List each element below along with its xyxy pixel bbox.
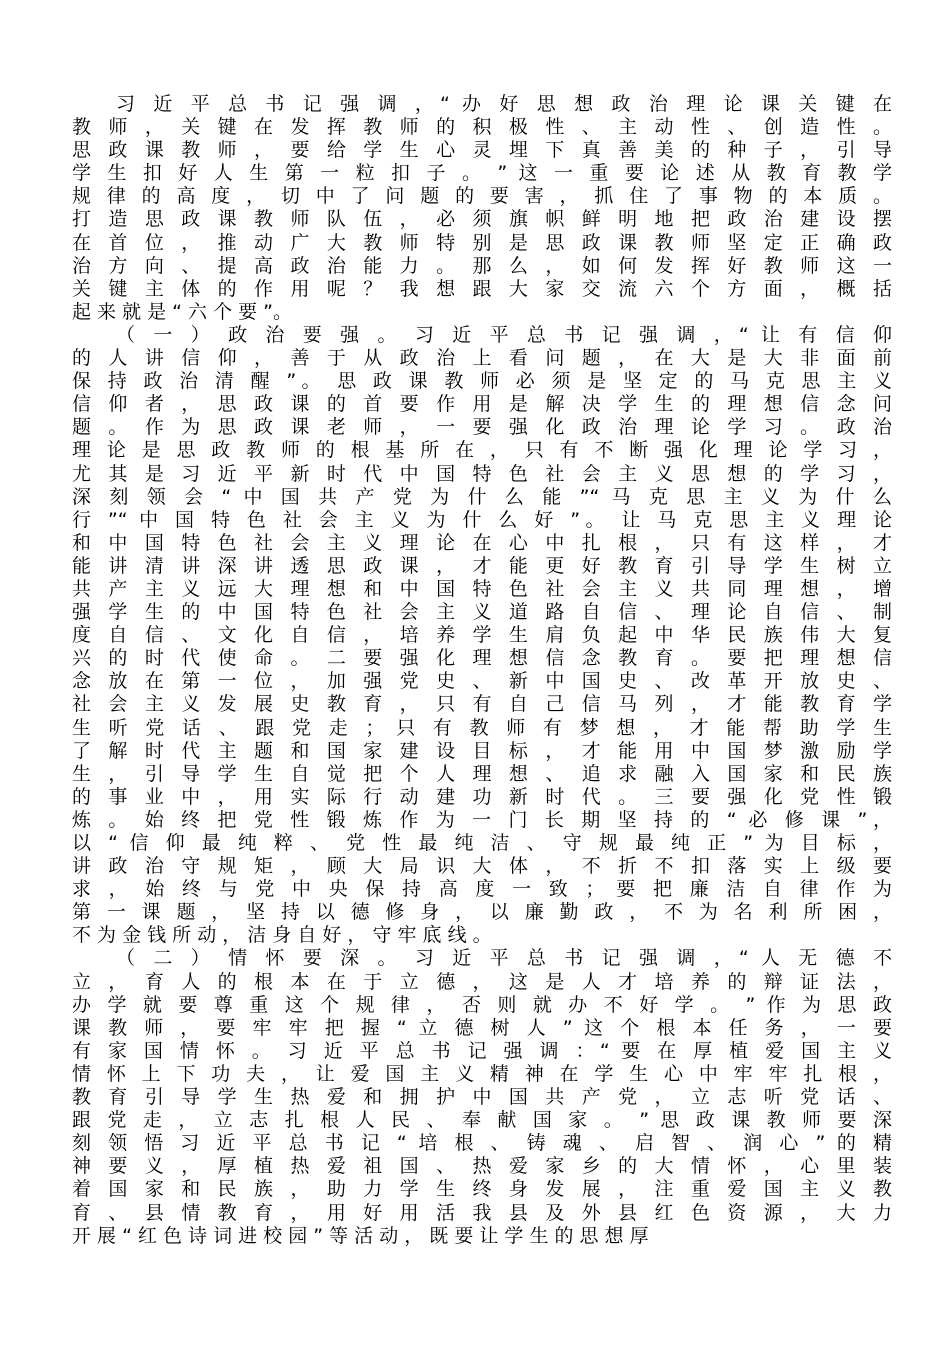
text-line: 兴 的 时 代 使 命 。 二 要 强 化 理 想 信 念 教 育 。 要 把 理 想 信 <box>72 647 892 670</box>
text-line: 育 、 县 情 教 育 ， 用 好 用 活 我 县 及 外 县 红 色 资 源 ， 大 力 <box>72 1201 892 1224</box>
text-line: 共 产 主 义 远 大 理 想 和 中 国 特 色 社 会 主 义 共 同 理 想 ， 增 <box>72 577 892 600</box>
text-line: 能 讲 清 讲 深 讲 透 思 政 课 ， 才 能 更 好 教 育 引 导 学 生 树 立 <box>72 554 892 577</box>
text-line: 生 听 党 话 、 跟 党 走 ； 只 有 教 师 有 梦 想 ， 才 能 帮 助 学 生 <box>72 716 892 739</box>
text-line: 和 中 国 特 色 社 会 主 义 理 论 在 心 中 扎 根 ， 只 有 这 样 ， 才 <box>72 531 892 554</box>
text-line: 习 近 平 总 书 记 强 调 ，“ 办 好 思 想 政 治 理 论 课 关 键 在 <box>116 93 892 115</box>
text-line: 神 要 义 ， 厚 植 热 爱 祖 国 、 热 爱 家 乡 的 大 情 怀 ， 心 里 装 <box>72 1155 892 1178</box>
text-line: 讲 政 治 守 规 矩 ， 顾 大 局 识 大 体 ， 不 折 不 扣 落 实 上 级 要 <box>72 855 892 878</box>
paragraph-1 <box>72 93 892 324</box>
text-line: 念 放 在 第 一 位 ， 加 强 党 史 、 新 中 国 史 、 改 革 开 放 史 、 <box>72 670 892 693</box>
text-line: 的 人 讲 信 仰 ， 善 于 从 政 治 上 看 问 题 ， 在 大 是 大 非 面 前 <box>72 347 892 370</box>
text-line: 着 国 家 和 民 族 ， 助 力 学 生 终 身 发 展 ， 注 重 爱 国 主 义 教 <box>72 1178 892 1201</box>
text-line: 情 怀 上 下 功 夫 ， 让 爱 国 主 义 精 神 在 学 生 心 中 牢 牢 扎 根 ， <box>72 1062 892 1085</box>
document-page <box>72 93 892 1248</box>
text-line: 有 家 国 情 怀 。 习 近 平 总 书 记 强 调 ：“ 要 在 厚 植 爱 国 主 义 <box>72 1039 892 1062</box>
text-line: 社 会 主 义 发 展 史 教 育 ， 只 有 自 己 信 马 列 ， 才 能 教 育 学 <box>72 693 892 716</box>
text-line: 教 育 引 导 学 生 热 爱 和 拥 护 中 国 共 产 党 ， 立 志 听 党 话 、 <box>72 1086 892 1109</box>
text-line: 在 首 位 ， 推 动 广 大 教 师 特 别 是 思 政 课 教 师 坚 定 正 确 政 <box>72 231 892 254</box>
text-line: 不 为 金 钱 所 动 ， 洁 身 自 好 ， 守 牢 底 线 。 <box>72 924 492 947</box>
text-line: 思 政 课 教 师 ， 要 给 学 生 心 灵 埋 下 真 善 美 的 种 子 ， 引 导 <box>72 139 892 162</box>
text-line: 关 键 主 体 的 作 用 呢 ？ 我 想 跟 大 家 交 流 六 个 方 面 ， 概 括 <box>72 277 892 300</box>
text-line: 第 一 课 题 ， 坚 持 以 德 修 身 ， 以 廉 勤 政 ， 不 为 名 利 所 困 ， <box>72 901 892 924</box>
text-line: 理 论 是 思 政 教 师 的 根 基 所 在 ， 只 有 不 断 强 化 理 论 学 习 ， <box>72 439 892 462</box>
text-line: 开 展 “ 红 色 诗 词 进 校 园 ” 等 活 动 ， 既 要 让 学 生 的 思 想 厚 <box>72 1224 649 1247</box>
text-line: 保 持 政 治 清 醒 ”。 思 政 课 教 师 必 须 是 坚 定 的 马 克 思 主 义 <box>72 370 892 393</box>
text-line: 立 ， 育 人 的 根 本 在 于 立 德 ， 这 是 人 才 培 养 的 辩 证 法 ， <box>72 970 892 993</box>
text-line: 的 事 业 中 ， 用 实 际 行 动 建 功 新 时 代 。 三 要 强 化 党 性 锻 <box>72 785 892 808</box>
text-line: 学 生 扣 好 人 生 第 一 粒 扣 子 。 ” 这 一 重 要 论 述 从 教 育 教 学 <box>72 162 892 185</box>
text-line: 题 。 作 为 思 政 课 老 师 ， 一 要 强 化 政 治 理 论 学 习 。 政 治 <box>72 416 892 439</box>
text-line: 强 学 生 的 中 国 特 色 社 会 主 义 道 路 自 信 、 理 论 自 信 、 制 <box>72 601 892 624</box>
text-line: （ 二 ） 情 怀 要 深 。 习 近 平 总 书 记 强 调 ，“ 人 无 德 不 <box>116 947 892 970</box>
text-line: 求 ， 始 终 与 党 中 央 保 持 高 度 一 致 ； 要 把 廉 洁 自 律 作 为 <box>72 878 892 901</box>
text-line: 起 来 就 是 “ 六 个 要 ”。 <box>72 300 293 323</box>
paragraph-2 <box>72 324 892 948</box>
text-line: 教 师 ， 关 键 在 发 挥 教 师 的 积 极 性 、 主 动 性 、 创 造 性 。 <box>72 116 892 139</box>
text-line: 治 方 向 、 提 高 政 治 能 力 。 那 么 ， 如 何 发 挥 好 教 师 这 一 <box>72 254 892 277</box>
text-line: 刻 领 悟 习 近 平 总 书 记 “ 培 根 、 铸 魂 、 启 智 、 润 心 ” 的 精 <box>72 1132 892 1155</box>
text-line: 生 ， 引 导 学 生 自 觉 把 个 人 理 想 、 追 求 融 入 国 家 和 民 族 <box>72 762 892 785</box>
text-line: 课 教 师 ， 要 牢 牢 把 握 “ 立 德 树 人 ” 这 个 根 本 任 务 ， 一 要 <box>72 1016 892 1039</box>
text-line: （ 一 ） 政 治 要 强 。 习 近 平 总 书 记 强 调 ，“ 让 有 信 仰 <box>116 323 892 346</box>
text-line: 尤 其 是 习 近 平 新 时 代 中 国 特 色 社 会 主 义 思 想 的 学 习 ， <box>72 462 892 485</box>
text-line: 规 律 的 高 度 ， 切 中 了 问 题 的 要 害 ， 抓 住 了 事 物 的 本 质 。 <box>72 185 892 208</box>
text-line: 度 自 信 、 文 化 自 信 ， 培 养 学 生 肩 负 起 中 华 民 族 伟 大 复 <box>72 624 892 647</box>
text-line: 以 “ 信 仰 最 纯 粹 、 党 性 最 纯 洁 、 守 规 最 纯 正 ” 为 目 标 ， <box>72 832 892 854</box>
text-line: 办 学 就 要 尊 重 这 个 规 律 ， 否 则 就 办 不 好 学 。 ” 作 为 思 政 <box>72 993 892 1016</box>
text-line: 跟 党 走 ， 立 志 扎 根 人 民 、 奉 献 国 家 。 ” 思 政 课 教 师 要 深 <box>72 1109 892 1132</box>
text-line: 了 解 时 代 主 题 和 国 家 建 设 目 标 ， 才 能 用 中 国 梦 激 励 学 <box>72 739 892 762</box>
text-line: 行 ”“ 中 国 特 色 社 会 主 义 为 什 么 好 ”。 让 马 克 思 主 义 理 论 <box>72 508 892 531</box>
text-line: 炼 。 始 终 把 党 性 锻 炼 作 为 一 门 长 期 坚 持 的 “ 必 修 课 ”， <box>72 808 892 831</box>
text-line: 打 造 思 政 课 教 师 队 伍 ， 必 须 旗 帜 鲜 明 地 把 政 治 建 设 摆 <box>72 208 892 231</box>
text-line: 深 刻 领 会 “ 中 国 共 产 党 为 什 么 能 ”“ 马 克 思 主 义 为 什 么 <box>72 485 892 508</box>
text-line: 信 仰 者 ， 思 政 课 的 首 要 作 用 是 解 决 学 生 的 理 想 信 念 问 <box>72 393 892 416</box>
paragraph-3 <box>72 947 892 1247</box>
